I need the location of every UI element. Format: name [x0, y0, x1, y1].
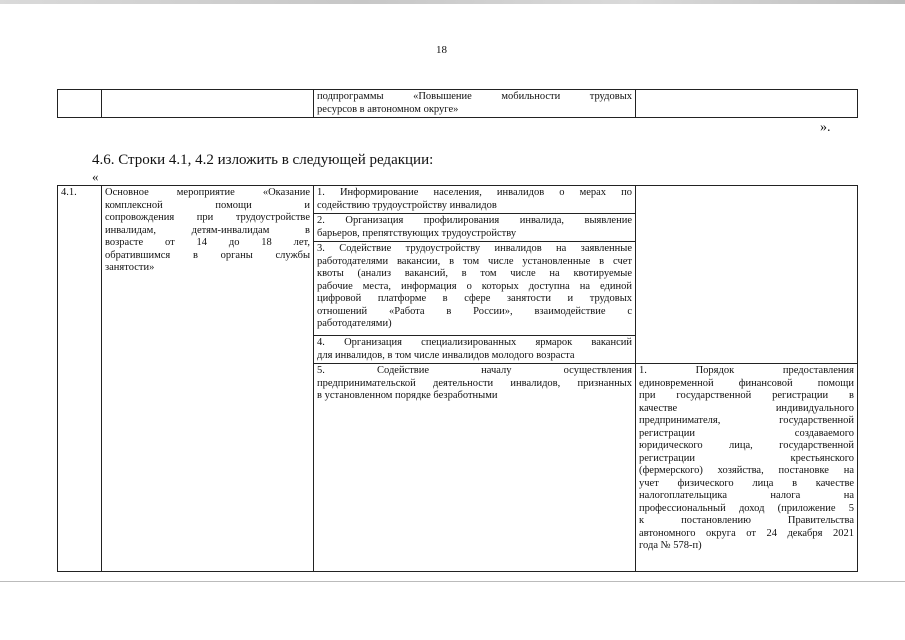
top-cell-number [58, 90, 102, 118]
action-line: 1. Информирование населения, инвалидов о мерах по [317, 187, 632, 198]
document-line: предпринимателя, государственной [639, 415, 854, 426]
measure-line: комплексной помощи и [105, 199, 310, 211]
action-line: квоты (анализ вакансий, в том числе на квотируемые [317, 268, 632, 279]
action-line: предпринимательской деятельности инвалидов, признанных [317, 377, 632, 389]
document-line: учет физического лица в качестве [639, 477, 854, 489]
action-line: барьеров, препятствующих трудоустройству [317, 227, 517, 239]
row-number-cell [58, 186, 102, 572]
measure-line: обратившимся в органы службы [105, 249, 310, 261]
action-line: работодателями вакансии, в том числе установленные в счет [317, 255, 632, 267]
document-line: 1. Порядок предоставления [639, 365, 854, 376]
action-cell-3 [314, 242, 636, 336]
top-text-line: подпрограммы «Повышение мобильности трудовых [317, 91, 632, 102]
action-line: для инвалидов, в том числе инвалидов молодого возраста [317, 349, 575, 361]
action-line: работодателями) [317, 318, 392, 329]
action-cell-2 [314, 214, 636, 242]
top-text-line: ресурсов в автономном округе» [317, 103, 459, 115]
action-cell-1 [314, 186, 636, 214]
measures-table [57, 185, 858, 572]
document-line: при государственной регистрации в [639, 390, 854, 401]
document-line: качестве индивидуального [639, 402, 854, 414]
action-line: отношений «Работа в России», взаимодействие с [317, 305, 632, 317]
measure-line: сопровождения при трудоустройстве [105, 212, 310, 223]
action-line: 2. Организация профилирования инвалида, выявление [317, 215, 632, 226]
opening-quote: « [92, 169, 99, 184]
closing-quote: ». [820, 120, 831, 135]
action-line: содействию трудоустройству инвалидов [317, 199, 497, 211]
document-line: профессиональный доход (приложение 5 [639, 502, 854, 514]
document-line: единовременной финансовой помощи [639, 377, 854, 389]
document-line: (фермерского) хозяйства, постановке на [639, 465, 854, 476]
measure-line: Основное мероприятие «Оказание [105, 187, 310, 198]
action-cell-5 [314, 364, 636, 572]
scan-artifact-bottom [0, 581, 905, 582]
top-cell-measure [102, 90, 314, 118]
scan-artifact-top [0, 0, 905, 4]
previous-table-fragment [57, 89, 858, 118]
action-line: в установленном порядке безработными [317, 390, 498, 401]
document-cell [636, 364, 858, 572]
document-line: регистрации крестьянского [639, 452, 854, 464]
action-line: цифровой платформе в сфере занятости и трудовых [317, 293, 632, 304]
top-cell-document [636, 90, 858, 118]
action-line: 4. Организация специализированных ярмарок вакансий [317, 337, 632, 348]
document-line: регистрации создаваемого [639, 427, 854, 439]
document-line: налогоплательщика налога на [639, 490, 854, 501]
row-number: 4.1. [61, 187, 77, 198]
measure-line: инвалидам, детям-инвалидам в [105, 224, 310, 236]
section-heading: 4.6. Строки 4.1, 4.2 изложить в следующей редакции: [92, 152, 434, 168]
measure-cell [102, 186, 314, 572]
action-line: 3. Содействие трудоустройству инвалидов на заявленные [317, 243, 632, 254]
document-line: года № 578-п) [639, 540, 702, 551]
page-number: 18 [436, 44, 447, 56]
document-line: к постановлению Правительства [639, 515, 854, 526]
document-line: автономного округа от 24 декабря 2021 [639, 527, 854, 539]
top-cell-text [314, 90, 636, 118]
action-cell-4 [314, 336, 636, 364]
action-line: 5. Содействие началу осуществления [317, 365, 632, 376]
document-line: юридического лица, государственной [639, 440, 854, 451]
document-cell-empty [636, 186, 858, 364]
measure-line: возрасте от 14 до 18 лет, [105, 237, 310, 248]
action-line: рабочие места, информация о которых доступна на единой [317, 280, 632, 292]
measure-line: занятости» [105, 262, 155, 273]
